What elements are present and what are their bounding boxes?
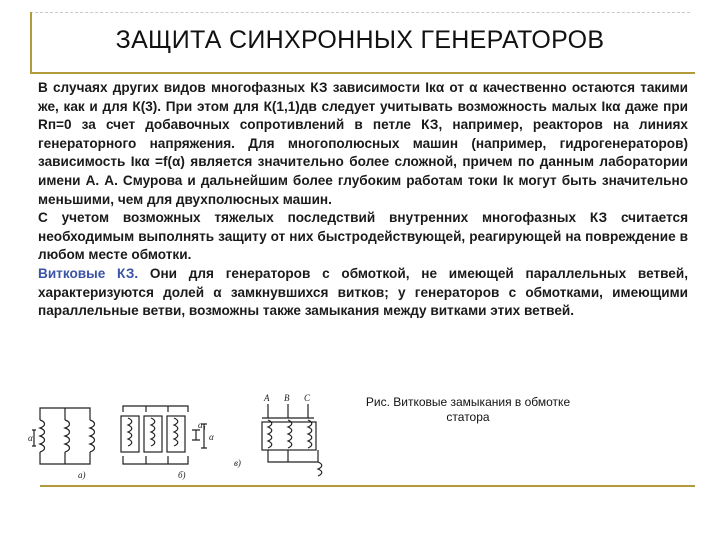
label-alpha-a: α	[28, 433, 33, 443]
label-a: а)	[78, 470, 86, 480]
label-alpha1: α₁	[198, 420, 206, 430]
frame-top-border	[30, 12, 690, 13]
label-v: в)	[234, 458, 241, 468]
bottom-divider	[40, 485, 695, 487]
body-text	[38, 79, 688, 321]
paragraph-multiphase: В случаях других видов многофазных КЗ зависимости Iкα от α качественно остаются такими же, как и для К(3). При этом для К(1,1)дв следует учитывать возможность малых Iкα даже при Rп=0 за счет добавочных сопротивлений в петле КЗ, например, реакторов на линиях генераторного напряжения. Для многополюсных машин (например, гидрогенераторов) зависимость Iкα =f(α) является значительно более сложной, причем по данным лаборатории имени А. А. Смурова и дальнейшим более глубоким работам токи Iк могут быть значительно меньшими, чем для двухполюсных машин.	[38, 80, 688, 207]
title-divider	[30, 72, 695, 74]
label-b: б)	[178, 470, 186, 480]
turn-fault-text: Они для генераторов с обмоткой, не имеющей параллельных ветвей, характеризуются долей α замкнувшихся витков; у генераторов с обмотками, имеющими параллельные ветви, возможны также замыкания между витками этих ветвей.	[38, 265, 689, 319]
figure-caption: Рис. Витковые замыкания в обмотке статора	[365, 395, 571, 424]
frame-left-border	[30, 12, 32, 72]
label-phase-c: C	[304, 393, 311, 403]
label-phase-b: B	[284, 393, 290, 403]
page-title: ЗАЩИТА СИНХРОННЫХ ГЕНЕРАТОРОВ	[115, 26, 605, 54]
paragraph-turn-fault	[38, 265, 688, 321]
paragraph-protection: С учетом возможных тяжелых последствий внутренних многофазных КЗ считается необходимым выполнять защиту от них быстродействующей, реагирующей на повреждение в любом месте обмотки.	[38, 210, 688, 263]
label-alpha-b: α	[209, 432, 214, 442]
turn-fault-heading: Витковые КЗ.	[38, 265, 139, 281]
stator-winding-diagram	[28, 390, 338, 482]
label-phase-a: A	[264, 393, 270, 403]
